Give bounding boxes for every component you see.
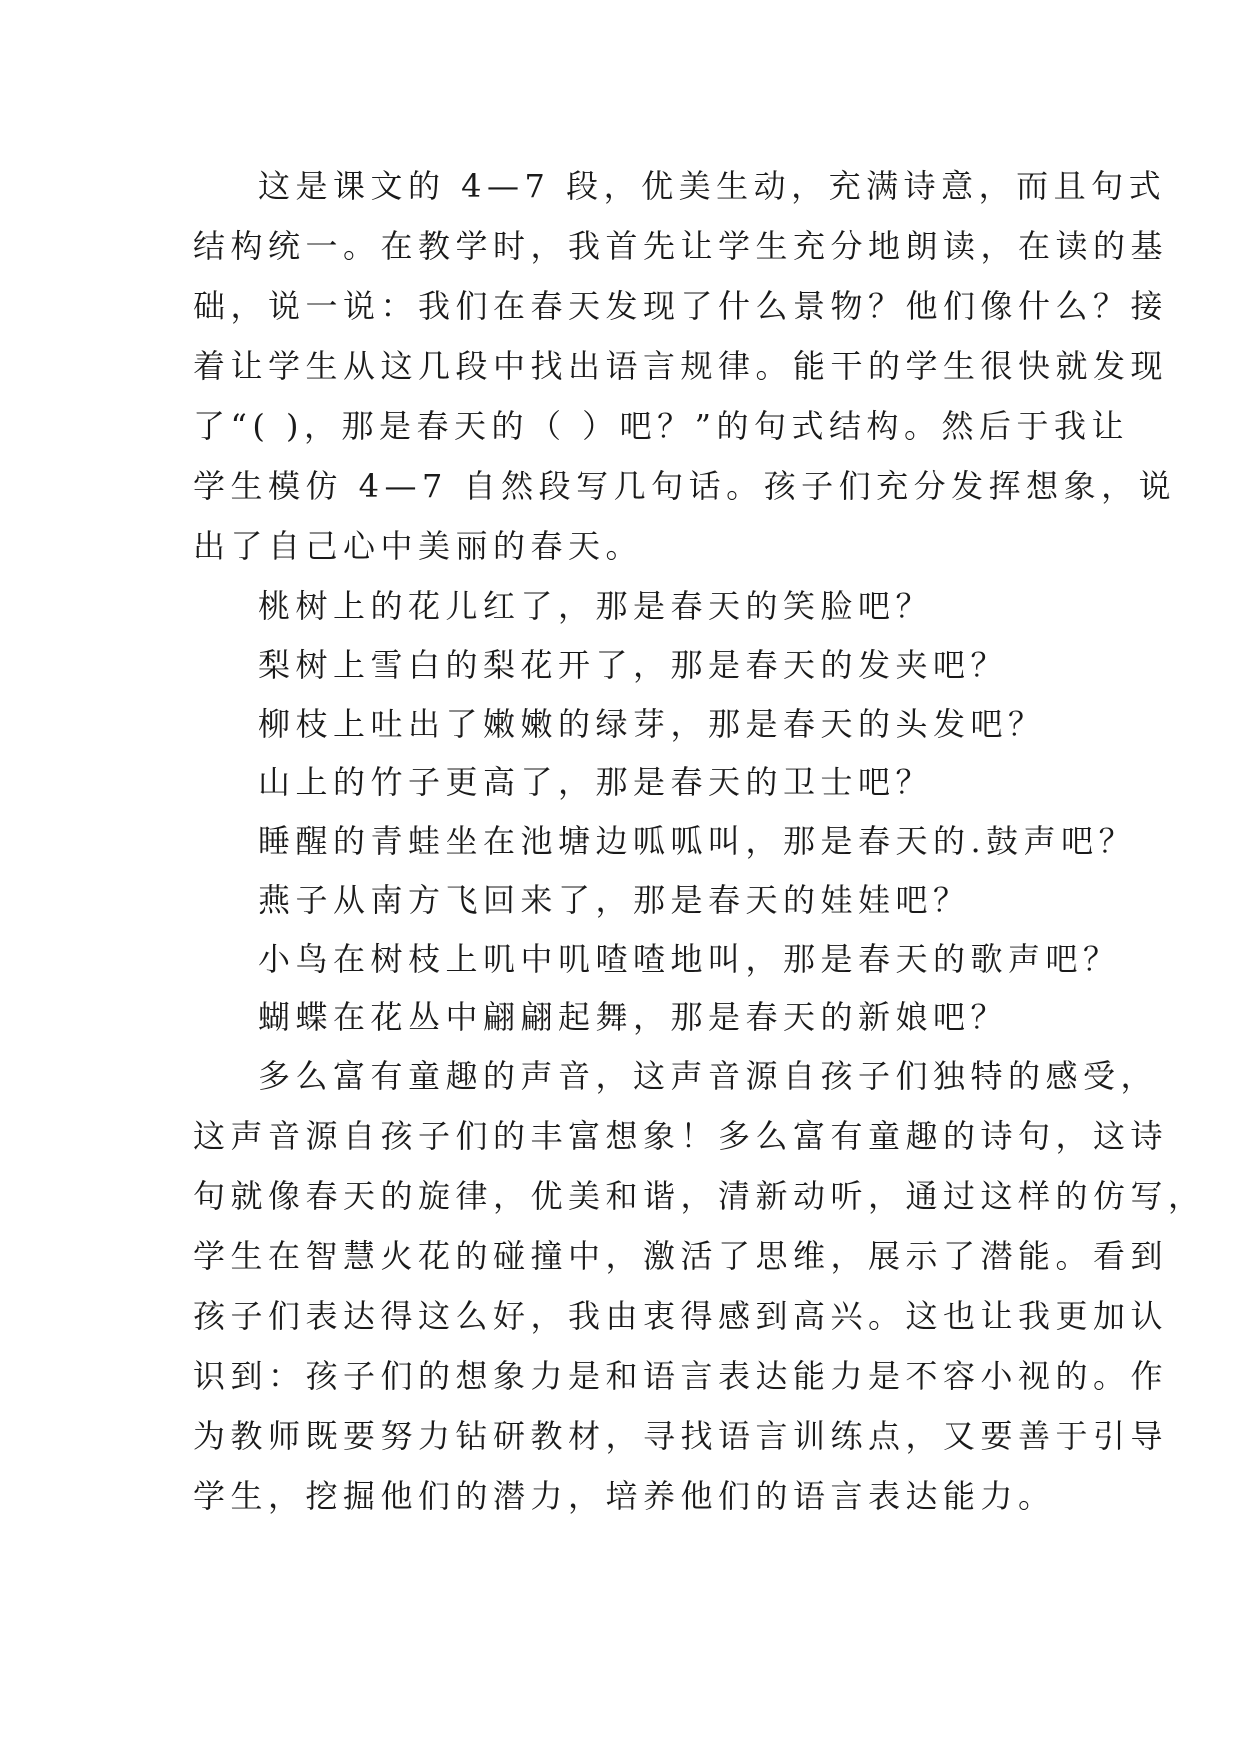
poem-line: 梨树上雪白的梨花开了，那是春天的发夹吧？ [258,646,1009,684]
text-line: 这声音源自孩子们的丰富想象！多么富有童趣的诗句，这诗 [193,1117,1169,1155]
text-line: 孩子们表达得这么好，我由衷得感到高兴。这也让我更加认 [193,1297,1169,1335]
poem-line: 蝴蝶在花丛中翩翩起舞，那是春天的新娘吧？ [258,998,1009,1036]
text-line: 识到：孩子们的想象力是和语言表达能力是不容小视的。作 [193,1357,1169,1395]
text-line: 结构统一。在教学时，我首先让学生充分地朗读，在读的基 [193,227,1169,265]
text-line: 出了自己心中美丽的春天。 [193,527,644,565]
text-line: 为教师既要努力钻研教材，寻找语言训练点，又要善于引导 [193,1417,1169,1455]
text-line: 学生在智慧火花的碰撞中，激活了思维，展示了潜能。看到 [193,1237,1169,1275]
text-line: 多么富有童趣的声音，这声音源自孩子们独特的感受， [258,1057,1159,1095]
poem-line: 小鸟在树枝上叽中叽喳喳地叫，那是春天的歌声吧？ [258,940,1121,978]
text-line: 学生模仿 4—7 自然段写几句话。孩子们充分发挥想象，说 [193,467,1177,505]
poem-line: 燕子从南方飞回来了，那是春天的娃娃吧？ [258,881,971,919]
text-line: 这是课文的 4—7 段，优美生动，充满诗意，而且句式 [258,167,1167,205]
text-line: 础，说一说：我们在春天发现了什么景物？他们像什么？接 [193,287,1169,325]
poem-line: 山上的竹子更高了，那是春天的卫士吧？ [258,763,934,801]
text-line: 着让学生从这几段中找出语言规律。能干的学生很快就发现 [193,347,1169,385]
poem-line: 睡醒的青蛙坐在池塘边呱呱叫，那是春天的.鼓声吧？ [258,822,1137,860]
poem-line: 桃树上的花儿红了，那是春天的笑脸吧？ [258,587,934,625]
poem-line: 柳枝上吐出了嫩嫩的绿芽，那是春天的头发吧？ [258,705,1046,743]
text-line: 学生，挖掘他们的潜力，培养他们的语言表达能力。 [193,1477,1056,1515]
text-line: 句就像春天的旋律，优美和谐，清新动听，通过这样的仿写， [193,1177,1206,1215]
text-line: 了“( )，那是春天的（ ）吧？”的句式结构。然后于我让 [193,407,1130,445]
